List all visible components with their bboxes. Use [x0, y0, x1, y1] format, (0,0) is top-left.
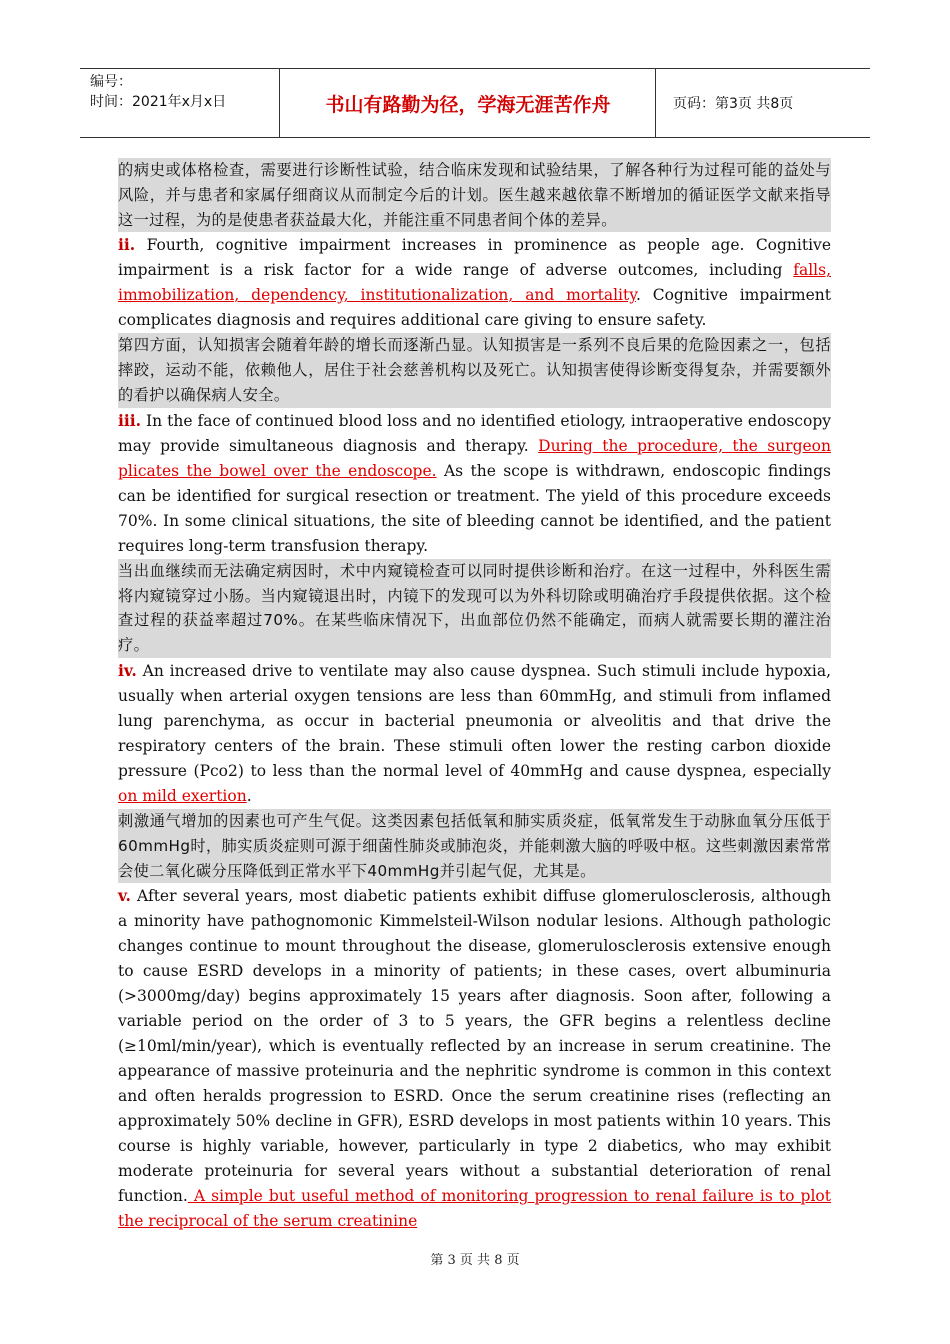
- paragraph-v-text-a: After several years, most diabetic patients exhibit diffuse glomerulosclerosis, although a minority have pathognomonic Kimmelsteil-Wilson nodular lesions. Although pathologic changes continue to mount throughout the disease, glomerulosclerosis extensive enough to cause ESRD develops in a minority of patients; in these cases, overt albuminuria (>3000mg/day) begins approximately 15 years after diagnosis. Soon after, following a variable period on the order of 3 to 5 years, the GFR begins a relentless decline (≥10ml/min/year), which is eventually reflected by an increase in serum creatinine. The appearance of massive proteinuria and the nephritic syndrome is common in this context and often heralds progression to ESRD. Once the serum creatinine rises (reflecting an approximately 50% decline in GFR), ESRD develops in most patients within 10 years. This course is highly variable, however, particularly in type 2 diabetics, who may exhibit moderate proteinuria for several years without a substantial deterioration of renal function.: [118, 887, 831, 1206]
- paragraph-v: [118, 883, 831, 1234]
- document-body: [118, 158, 831, 1234]
- paragraph-ii-text-a: Fourth, cognitive impairment increases in prominence as people age. Cognitive impairment is a risk factor for a wide range of adverse outcomes, including: [118, 236, 831, 280]
- paragraph-ii-chinese: 第四方面，认知损害会随着年龄的增长而逐渐凸显。认知损害是一系列不良后果的危险因素之一，包括摔跤，运动不能，依赖他人，居住于社会慈善机构以及死亡。认知损害使得诊断变得复杂，并需要额外的看护以确保病人安全。: [118, 333, 831, 407]
- header-meta: [80, 69, 280, 137]
- paragraph-iv: [118, 658, 831, 809]
- paragraph-iii-highlight: During the procedure, the surgeon plicates the bowel over the endoscope.: [118, 436, 831, 480]
- paragraph-iv-highlight: on mild exertion: [118, 786, 247, 805]
- page-label: 页码：第3页 共8页: [673, 96, 794, 112]
- paragraph-ii-highlight: falls, immobilization, dependency, institutionalization, and mortality: [118, 261, 831, 305]
- paragraph-iii-text-a: In the face of continued blood loss and no identified etiology, intraoperative endoscopy may provide simultaneous diagnosis and therapy.: [118, 411, 831, 455]
- paragraph-iii-text-b: As the scope is withdrawn, endoscopic findings can be identified for surgical resection or treatment. The yield of this procedure exceeds 70%. In some clinical situations, the site of bleeding cannot be identified, and the patient requires long-term transfusion therapy.: [118, 461, 831, 555]
- paragraph-ii: [118, 232, 831, 333]
- item-number-v: v.: [118, 886, 131, 906]
- page-footer: 第 3 页 共 8 页: [430, 1253, 520, 1268]
- paragraph-ii-text-b: . Cognitive impairment complicates diagnosis and requires additional care giving to ensure safety.: [118, 286, 831, 330]
- item-number-iii: iii.: [118, 410, 142, 430]
- paragraph-iv-chinese: 刺激通气增加的因素也可产生气促。这类因素包括低氧和肺实质炎症，低氧常发生于动脉血氧分压低于60mmHg时，肺实质炎症则可源于细菌性肺炎或肺泡炎，并能刺激大脑的呼吸中枢。这些刺激因素常常会使二氧化碳分压降低到正常水平下40mmHg并引起气促，尤其是。: [118, 809, 831, 883]
- date-label: 时间：2021年x月x日: [90, 94, 227, 110]
- paragraph-v-highlight: A simple but useful method of monitoring progression to renal failure is to plot the reciprocal of the serum creatinine: [118, 1187, 831, 1231]
- paragraph-iii: [118, 408, 831, 559]
- page-header: [80, 68, 870, 138]
- paragraph-iv-text-b: .: [246, 786, 252, 805]
- header-page-label: [665, 69, 870, 137]
- item-number-iv: iv.: [118, 660, 137, 680]
- serial-label: 编号：: [90, 74, 132, 90]
- paragraph-iv-text-a: An increased drive to ventilate may also cause dyspnea. Such stimuli include hypoxia, usually when arterial oxygen tensions are less than 60mmHg, and stimuli from inflamed lung parenchyma, as occur in bacterial pneumonia or alveolitis and that drive the respiratory centers of the brain. These stimuli often lower the resting carbon dioxide pressure (Pco2) to less than the normal level of 40mmHg and cause dyspnea, especially: [118, 661, 831, 780]
- paragraph-iii-chinese: 当出血继续而无法确定病因时，术中内窥镜检查可以同时提供诊断和治疗。在这一过程中，外科医生需将内窥镜穿过小肠。当内窥镜退出时，内镜下的发现可以为外科切除或明确治疗手段提供依据。这个检查过程的获益率超过70%。在某些临床情况下，出血部位仍然不能确定，而病人就需要长期的灌注治疗。: [118, 559, 831, 658]
- item-number-ii: ii.: [118, 235, 136, 255]
- paragraph-0-chinese: 的病史或体格检查，需要进行诊断性试验，结合临床发现和试验结果，了解各种行为过程可能的益处与风险，并与患者和家属仔细商议从而制定今后的计划。医生越来越依靠不断增加的循证医学文献来指导这一过程，为的是使患者获益最大化，并能注重不同患者间个体的差异。: [118, 158, 831, 232]
- header-motto: 书山有路勤为径，学海无涯苦作舟: [281, 69, 656, 137]
